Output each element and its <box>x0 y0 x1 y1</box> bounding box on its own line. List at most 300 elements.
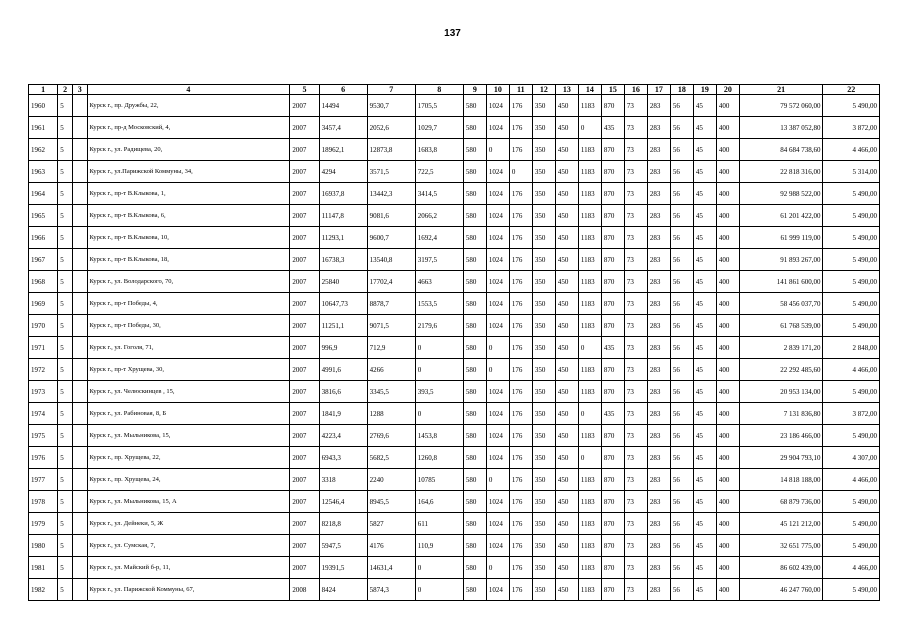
table-cell: 580 <box>463 381 486 403</box>
table-cell: Курск г., пр. Хрущева, 22, <box>87 447 290 469</box>
table-cell: 350 <box>532 535 555 557</box>
table-cell: 2052,6 <box>367 117 415 139</box>
table-cell: 580 <box>463 293 486 315</box>
table-cell: 450 <box>555 557 578 579</box>
table-cell: 56 <box>670 139 693 161</box>
table-cell: 73 <box>624 293 647 315</box>
table-cell <box>72 535 87 557</box>
table-cell: 350 <box>532 403 555 425</box>
table-cell: 1024 <box>486 227 509 249</box>
table-cell: 3197,5 <box>415 249 463 271</box>
table-cell: 1288 <box>367 403 415 425</box>
table-cell: 2179,6 <box>415 315 463 337</box>
table-cell: 176 <box>509 425 532 447</box>
table-cell: 29 904 793,10 <box>739 447 823 469</box>
table-cell: 870 <box>601 183 624 205</box>
table-cell: 45 <box>693 579 716 601</box>
table-cell: 5 490,00 <box>823 227 880 249</box>
table-cell: 45 <box>693 227 716 249</box>
table-cell <box>72 425 87 447</box>
table-cell: 580 <box>463 513 486 535</box>
table-cell: 1024 <box>486 513 509 535</box>
table-cell: 45 <box>693 469 716 491</box>
table-cell: 45 <box>693 183 716 205</box>
table-cell: 400 <box>716 227 739 249</box>
table-cell: 450 <box>555 315 578 337</box>
table-cell <box>72 139 87 161</box>
table-cell: 400 <box>716 293 739 315</box>
table-cell: Курск г., пр-т Победы, 4, <box>87 293 290 315</box>
table-row <box>29 249 880 271</box>
table-cell: 2007 <box>290 469 319 491</box>
table-cell: 400 <box>716 139 739 161</box>
table-cell: 56 <box>670 337 693 359</box>
table-cell: 350 <box>532 381 555 403</box>
table-cell: 3414,5 <box>415 183 463 205</box>
table-cell: 450 <box>555 579 578 601</box>
table-cell: 1024 <box>486 271 509 293</box>
table-cell: 2007 <box>290 359 319 381</box>
table-cell: 580 <box>463 95 486 117</box>
table-cell: 870 <box>601 557 624 579</box>
table-row <box>29 425 880 447</box>
table-cell: Курск г., ул. Мыльникова, 15, А <box>87 491 290 513</box>
table-cell: 5 <box>58 315 73 337</box>
table-cell: 1968 <box>29 271 58 293</box>
table-cell: 5 <box>58 249 73 271</box>
table-cell: 580 <box>463 161 486 183</box>
table-cell: 2007 <box>290 205 319 227</box>
table-cell: 996,9 <box>319 337 367 359</box>
table-cell: 5 <box>58 535 73 557</box>
table-cell: 400 <box>716 425 739 447</box>
table-cell: 580 <box>463 315 486 337</box>
table-cell: 3 872,00 <box>823 403 880 425</box>
table-cell: 1183 <box>578 183 601 205</box>
table-cell: 2007 <box>290 513 319 535</box>
table-cell: 1963 <box>29 161 58 183</box>
table-row <box>29 271 880 293</box>
table-cell: 2007 <box>290 293 319 315</box>
table-cell: 870 <box>601 491 624 513</box>
table-cell: 176 <box>509 579 532 601</box>
table-cell: 1980 <box>29 535 58 557</box>
table-cell: 45 <box>693 293 716 315</box>
table-cell: 10647,73 <box>319 293 367 315</box>
column-header-2: 2 <box>58 85 73 95</box>
table-cell: 56 <box>670 117 693 139</box>
table-cell: 176 <box>509 117 532 139</box>
table-cell: 2007 <box>290 315 319 337</box>
table-cell: 1683,8 <box>415 139 463 161</box>
table-cell: 56 <box>670 447 693 469</box>
table-cell: 1024 <box>486 249 509 271</box>
table-cell: 1024 <box>486 447 509 469</box>
table-cell: 1024 <box>486 315 509 337</box>
table-cell <box>72 249 87 271</box>
table-cell: 580 <box>463 249 486 271</box>
table-cell: 2007 <box>290 381 319 403</box>
table-cell: 84 684 738,60 <box>739 139 823 161</box>
table-cell: 1260,8 <box>415 447 463 469</box>
table-cell: Курск г., ул. Володарского, 70, <box>87 271 290 293</box>
table-cell: 3571,5 <box>367 161 415 183</box>
table-cell: 56 <box>670 227 693 249</box>
table-cell: 870 <box>601 447 624 469</box>
table-cell: 61 768 539,00 <box>739 315 823 337</box>
table-cell: 1979 <box>29 513 58 535</box>
table-cell: 0 <box>486 139 509 161</box>
table-cell: 45 <box>693 535 716 557</box>
table-cell: 22 818 316,00 <box>739 161 823 183</box>
table-cell: 4223,4 <box>319 425 367 447</box>
table-cell: 1183 <box>578 139 601 161</box>
table-cell: 1183 <box>578 161 601 183</box>
table-cell: Курск г., пр. Хрущева, 24, <box>87 469 290 491</box>
table-cell: 350 <box>532 139 555 161</box>
table-cell: 8878,7 <box>367 293 415 315</box>
table-cell: 1024 <box>486 491 509 513</box>
table-cell: 4266 <box>367 359 415 381</box>
column-header-10: 10 <box>486 85 509 95</box>
table-cell: 2007 <box>290 337 319 359</box>
table-cell: 56 <box>670 513 693 535</box>
table-cell: 56 <box>670 425 693 447</box>
table-cell: 870 <box>601 469 624 491</box>
table-cell: 56 <box>670 557 693 579</box>
table-cell: 5682,5 <box>367 447 415 469</box>
table-cell: 1024 <box>486 161 509 183</box>
table-cell: 56 <box>670 293 693 315</box>
table-cell: 450 <box>555 381 578 403</box>
table-cell: 1183 <box>578 491 601 513</box>
table-cell: 4294 <box>319 161 367 183</box>
table-cell: 283 <box>647 359 670 381</box>
table-cell: 2007 <box>290 403 319 425</box>
table-cell: 3345,5 <box>367 381 415 403</box>
table-cell: 1024 <box>486 579 509 601</box>
table-body <box>29 95 880 601</box>
table-cell: 56 <box>670 579 693 601</box>
column-header-14: 14 <box>578 85 601 95</box>
table-cell: Курск г., пр-т В.Клыкова, 18, <box>87 249 290 271</box>
table-cell: 2 839 171,20 <box>739 337 823 359</box>
table-cell: 0 <box>415 557 463 579</box>
table-cell: 2007 <box>290 161 319 183</box>
table-cell: 45 121 212,00 <box>739 513 823 535</box>
table-cell: 1453,8 <box>415 425 463 447</box>
table-cell: 450 <box>555 469 578 491</box>
table-row <box>29 337 880 359</box>
table-cell <box>72 513 87 535</box>
page-number: 137 <box>444 28 461 39</box>
table-cell: 1024 <box>486 293 509 315</box>
table-cell: 0 <box>415 337 463 359</box>
table-cell: 0 <box>486 337 509 359</box>
table-cell: 283 <box>647 249 670 271</box>
table-cell: 5 490,00 <box>823 535 880 557</box>
table-cell: 400 <box>716 469 739 491</box>
table-cell: 400 <box>716 491 739 513</box>
table-cell: 393,5 <box>415 381 463 403</box>
table-cell: 56 <box>670 469 693 491</box>
table-cell: 5 490,00 <box>823 513 880 535</box>
table-cell: 5 490,00 <box>823 491 880 513</box>
table-cell: 45 <box>693 447 716 469</box>
table-cell: 870 <box>601 315 624 337</box>
table-cell: 2240 <box>367 469 415 491</box>
table-cell: 56 <box>670 271 693 293</box>
table-cell: 5 <box>58 513 73 535</box>
table-cell: 283 <box>647 513 670 535</box>
table-cell: 2066,2 <box>415 205 463 227</box>
table-cell: 283 <box>647 139 670 161</box>
table-cell: 176 <box>509 293 532 315</box>
table-cell: 10785 <box>415 469 463 491</box>
table-cell: 79 572 060,00 <box>739 95 823 117</box>
table-cell: Курск г., ул. Гоголя, 71, <box>87 337 290 359</box>
table-cell: 1024 <box>486 381 509 403</box>
table-cell: 20 953 134,00 <box>739 381 823 403</box>
table-cell: 5 490,00 <box>823 315 880 337</box>
table-cell: 400 <box>716 337 739 359</box>
table-cell: 56 <box>670 403 693 425</box>
table-cell: 45 <box>693 161 716 183</box>
table-cell: 283 <box>647 491 670 513</box>
table-cell: 73 <box>624 117 647 139</box>
table-cell: 46 247 760,00 <box>739 579 823 601</box>
table-cell: 11251,1 <box>319 315 367 337</box>
table-cell: 870 <box>601 227 624 249</box>
table-cell: 16937,8 <box>319 183 367 205</box>
table-cell: 7 131 836,80 <box>739 403 823 425</box>
table-cell: 8945,5 <box>367 491 415 513</box>
column-header-11: 11 <box>509 85 532 95</box>
table-cell: 8424 <box>319 579 367 601</box>
table-cell <box>72 227 87 249</box>
table-cell: 450 <box>555 205 578 227</box>
column-header-7: 7 <box>367 85 415 95</box>
table-cell: 73 <box>624 161 647 183</box>
table-cell: 1024 <box>486 95 509 117</box>
table-cell: 580 <box>463 557 486 579</box>
table-cell: 45 <box>693 403 716 425</box>
table-cell: Курск г., ул. Дейнеки, 5, Ж <box>87 513 290 535</box>
column-header-16: 16 <box>624 85 647 95</box>
table-cell: 450 <box>555 403 578 425</box>
table-cell <box>72 183 87 205</box>
column-header-5: 5 <box>290 85 319 95</box>
table-cell: 1692,4 <box>415 227 463 249</box>
table-cell: 1841,9 <box>319 403 367 425</box>
table-cell: 2007 <box>290 249 319 271</box>
table-cell: 1024 <box>486 117 509 139</box>
table-cell: 1553,5 <box>415 293 463 315</box>
table-cell: 400 <box>716 315 739 337</box>
table-cell: 870 <box>601 579 624 601</box>
table-cell: 5 <box>58 183 73 205</box>
table-cell: 61 201 422,00 <box>739 205 823 227</box>
table-cell: 5 <box>58 293 73 315</box>
table-cell: 1976 <box>29 447 58 469</box>
table-cell: 4991,6 <box>319 359 367 381</box>
table-cell: 283 <box>647 535 670 557</box>
table-cell: 435 <box>601 117 624 139</box>
table-cell: 5 <box>58 227 73 249</box>
table-cell: 400 <box>716 359 739 381</box>
table-cell: 1183 <box>578 293 601 315</box>
table-cell: 1966 <box>29 227 58 249</box>
table-cell: 350 <box>532 557 555 579</box>
table-cell: 5 <box>58 491 73 513</box>
table-cell: 400 <box>716 271 739 293</box>
table-cell: 12546,4 <box>319 491 367 513</box>
table-cell: 73 <box>624 337 647 359</box>
table-cell: Курск г., ул. Парижской Коммуны, 67, <box>87 579 290 601</box>
table-cell: 1183 <box>578 579 601 601</box>
table-cell: 350 <box>532 227 555 249</box>
table-cell: 450 <box>555 535 578 557</box>
table-cell: 176 <box>509 557 532 579</box>
table-cell: 9530,7 <box>367 95 415 117</box>
column-header-21: 21 <box>739 85 823 95</box>
table-cell: 870 <box>601 513 624 535</box>
table-cell: 176 <box>509 491 532 513</box>
table-cell: 712,9 <box>367 337 415 359</box>
table-cell: 350 <box>532 491 555 513</box>
table-cell: 73 <box>624 249 647 271</box>
column-header-9: 9 <box>463 85 486 95</box>
table-cell: 4 466,00 <box>823 359 880 381</box>
table-cell: 73 <box>624 469 647 491</box>
table-cell: 5 314,00 <box>823 161 880 183</box>
table-cell: Курск г., пр-д Московский, 4, <box>87 117 290 139</box>
table-cell: 870 <box>601 381 624 403</box>
table-cell: 176 <box>509 315 532 337</box>
table-cell: 176 <box>509 469 532 491</box>
table-cell: 283 <box>647 95 670 117</box>
table-cell: 176 <box>509 359 532 381</box>
table-cell: 32 651 775,00 <box>739 535 823 557</box>
table-cell: 45 <box>693 557 716 579</box>
table-cell: 5 490,00 <box>823 271 880 293</box>
table-cell: 1183 <box>578 557 601 579</box>
table-cell: 450 <box>555 491 578 513</box>
table-cell: 870 <box>601 161 624 183</box>
table-cell: 580 <box>463 205 486 227</box>
table-cell: 2007 <box>290 183 319 205</box>
table-cell: 400 <box>716 447 739 469</box>
table-cell: 870 <box>601 271 624 293</box>
table-cell: 870 <box>601 95 624 117</box>
table-cell: 1183 <box>578 315 601 337</box>
table-cell: 2008 <box>290 579 319 601</box>
table-cell: 580 <box>463 425 486 447</box>
table-cell: 450 <box>555 117 578 139</box>
table-cell <box>72 491 87 513</box>
table-row <box>29 95 880 117</box>
table-cell: 5827 <box>367 513 415 535</box>
table-cell: 176 <box>509 249 532 271</box>
table-row <box>29 403 880 425</box>
table-cell <box>72 403 87 425</box>
table-cell: 722,5 <box>415 161 463 183</box>
table-cell: 0 <box>578 117 601 139</box>
table-cell: 1183 <box>578 271 601 293</box>
table-cell: 5 <box>58 579 73 601</box>
table-cell: 580 <box>463 139 486 161</box>
table-cell <box>72 95 87 117</box>
table-cell: 400 <box>716 513 739 535</box>
table-cell: 22 292 485,60 <box>739 359 823 381</box>
table-cell: 73 <box>624 403 647 425</box>
table-cell: 2007 <box>290 447 319 469</box>
table-cell: 2007 <box>290 557 319 579</box>
table-cell: 350 <box>532 513 555 535</box>
column-header-8: 8 <box>415 85 463 95</box>
table-cell <box>72 447 87 469</box>
table-cell: 13540,8 <box>367 249 415 271</box>
table-cell <box>72 161 87 183</box>
table-cell: 1024 <box>486 183 509 205</box>
table-cell: 73 <box>624 315 647 337</box>
column-header-3: 3 <box>72 85 87 95</box>
table-cell: 164,6 <box>415 491 463 513</box>
table-cell: 5 <box>58 425 73 447</box>
table-header <box>29 85 880 95</box>
table-cell: 580 <box>463 447 486 469</box>
table-cell: 45 <box>693 117 716 139</box>
table-cell: 1960 <box>29 95 58 117</box>
table-cell: 1981 <box>29 557 58 579</box>
table-cell: 450 <box>555 337 578 359</box>
table-cell: 400 <box>716 95 739 117</box>
table-cell: 110,9 <box>415 535 463 557</box>
table-cell: 450 <box>555 161 578 183</box>
table-cell: 45 <box>693 513 716 535</box>
table-cell: 3 872,00 <box>823 117 880 139</box>
table-cell: 1183 <box>578 381 601 403</box>
table-cell: 0 <box>578 403 601 425</box>
table-cell: 350 <box>532 359 555 381</box>
table-cell: 1024 <box>486 425 509 447</box>
table-cell: 5 490,00 <box>823 579 880 601</box>
table-cell: 1024 <box>486 205 509 227</box>
table-cell: 400 <box>716 183 739 205</box>
table-cell: 56 <box>670 315 693 337</box>
table-cell: 350 <box>532 183 555 205</box>
table-cell: 283 <box>647 271 670 293</box>
table-row <box>29 579 880 601</box>
table-cell: 450 <box>555 447 578 469</box>
table-cell: 450 <box>555 425 578 447</box>
table-cell <box>72 271 87 293</box>
table-cell: 4663 <box>415 271 463 293</box>
table-cell: Курск г., пр-т Хрущева, 30, <box>87 359 290 381</box>
table-cell: 450 <box>555 95 578 117</box>
table-cell: 176 <box>509 271 532 293</box>
table-cell: 176 <box>509 95 532 117</box>
housing-register-table <box>28 84 880 601</box>
table-cell: 400 <box>716 117 739 139</box>
table-cell: 56 <box>670 535 693 557</box>
table-cell: 0 <box>486 557 509 579</box>
table-row <box>29 557 880 579</box>
table-cell: 19391,5 <box>319 557 367 579</box>
table-cell: 56 <box>670 161 693 183</box>
table-cell: 4 466,00 <box>823 557 880 579</box>
table-cell: 2007 <box>290 227 319 249</box>
